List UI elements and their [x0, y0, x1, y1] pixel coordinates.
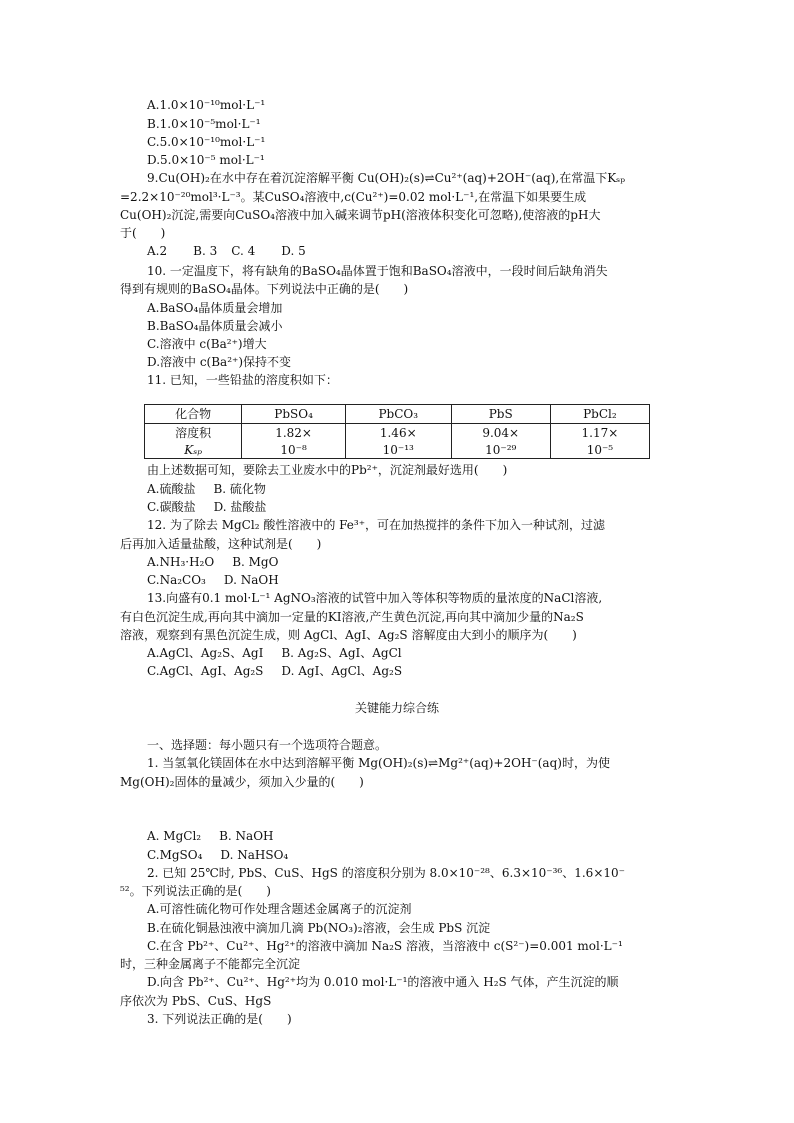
q13-option-b: B. Ag₂S、AgI、AgCl: [281, 646, 402, 660]
table-header-cell: PbCl₂: [550, 405, 649, 424]
table-header-cell: PbSO₄: [242, 405, 346, 424]
ksp-exponent-pbco3: 10⁻¹³: [345, 441, 451, 459]
q11-question: 由上述数据可知，要除去工业废水中的Pb²⁺，沉淀剂最好选用( ): [147, 463, 508, 477]
p1-option-c: C.MgSO₄: [147, 848, 203, 862]
q9-option-c: C. 4: [231, 244, 256, 258]
q12-option-b: B. MgO: [232, 555, 279, 569]
row-label-top: 溶度积: [145, 424, 242, 442]
ksp-mantissa-pbs: 9.04×: [451, 424, 550, 442]
ksp-exponent-pbso4: 10⁻⁸: [242, 441, 346, 459]
ksp-exponent-pbcl2: 10⁻⁵: [550, 441, 649, 459]
ksp-exponent-pbs: 10⁻²⁹: [451, 441, 550, 459]
p2-option-a: A.可溶性硫化物可作处理含题述金属离子的沉淀剂: [147, 902, 412, 916]
p1-stem-line-2: Mg(OH)₂固体的量减少，须加入少量的( ): [120, 775, 364, 789]
p2-option-c-line-1: C.在含 Pb²⁺、Cu²⁺、Hg²⁺的溶液中滴加 Na₂S 溶液，当溶液中 c(S²⁻)=0.001 mol·L⁻¹: [147, 939, 623, 953]
q12-options-row-2: [147, 572, 297, 588]
p2-stem-line-1: 2. 已知 25℃时, PbS、CuS、HgS 的溶度积分别为 8.0×10⁻²⁸、6.3×10⁻³⁶、1.6×10⁻: [147, 866, 625, 880]
q9-stem-line-3: Cu(OH)₂沉淀,需要向CuSO₄溶液中加入碱来调节pH(溶液体积变化可忽略),使溶液的pH大: [120, 208, 601, 222]
p1-option-a: A. MgCl₂: [147, 829, 202, 843]
p2-option-d-line-1: D.向含 Pb²⁺、Cu²⁺、Hg²⁺均为 0.010 mol·L⁻¹的溶液中通入 H₂S 气体，产生沉淀的顺: [147, 975, 619, 989]
q13-options-row-1: [147, 645, 420, 661]
q13-options-row-2: [147, 663, 420, 679]
q11-intro: 11. 已知，一些铅盐的溶度积如下：: [147, 373, 338, 387]
p2-option-b: B.在硫化铜悬浊液中滴加几滴 Pb(NO₃)₂溶液，会生成 PbS 沉淀: [147, 921, 491, 935]
q10-option-a: A.BaSO₄晶体质量会增加: [147, 301, 283, 315]
p2-option-c-line-2: 时，三种金属离子不能都完全沉淀: [120, 957, 301, 971]
table-header-cell: PbCO₃: [345, 405, 451, 424]
section-title: 关键能力综合练: [354, 701, 439, 715]
p1-options-row-1: [147, 828, 292, 844]
q12-options-row-1: [147, 554, 296, 570]
ksp-mantissa-pbco3: 1.46×: [345, 424, 451, 442]
q11-option-b: B. 硫化物: [213, 482, 266, 496]
q9-options: [147, 243, 324, 259]
table-row: [145, 424, 650, 442]
q13-stem-line-2: 有白色沉淀生成,再向其中滴加一定量的KI溶液,产生黄色沉淀,再向其中滴加少量的Na₂S: [120, 610, 584, 624]
q10-stem-line-1: 10. 一定温度下，将有缺角的BaSO₄晶体置于饱和BaSO₄溶液中，一段时间后缺角消失: [147, 264, 608, 278]
q8-option-d: D.5.0×10⁻⁵ mol·L⁻¹: [147, 153, 265, 167]
table-row: [145, 441, 650, 459]
q11-option-c: C.碳酸盐: [147, 500, 196, 514]
q12-stem-line-2: 后再加入适量盐酸，这种试剂是( ): [120, 537, 322, 551]
p1-options-row-2: [147, 847, 306, 863]
p1-stem-line-1: 1. 当氢氧化镁固体在水中达到溶解平衡 Mg(OH)₂(s)⇌Mg²⁺(aq)+2OH⁻(aq)时，为使: [147, 756, 610, 770]
p3-stem: 3. 下列说法正确的是( ): [147, 1012, 292, 1026]
q9-stem-line-1: 9.Cu(OH)₂在水中存在着沉淀溶解平衡 Cu(OH)₂(s)⇌Cu²⁺(aq)+2OH⁻(aq),在常温下Kₛₚ: [147, 171, 626, 185]
q13-option-a: A.AgCl、Ag₂S、AgI: [147, 646, 264, 660]
q11-option-a: A.硫酸盐: [147, 482, 196, 496]
q10-option-b: B.BaSO₄晶体质量会减小: [147, 319, 283, 333]
q11-option-d: D. 盐酸盐: [213, 500, 267, 514]
table-header-cell: 化合物: [145, 405, 242, 424]
table-header-row: [145, 405, 650, 424]
solubility-product-table: [144, 404, 650, 459]
p1-option-d: D. NaHSO₄: [220, 848, 289, 862]
q10-option-c: C.溶液中 c(Ba²⁺)增大: [147, 337, 267, 351]
q12-stem-line-1: 12. 为了除去 MgCl₂ 酸性溶液中的 Fe³⁺，可在加热搅拌的条件下加入一种试剂，过滤: [147, 518, 606, 532]
q13-stem-line-3: 溶液，观察到有黑色沉淀生成，则 AgCl、AgI、Ag₂S 溶解度由大到小的顺序为( ): [120, 628, 577, 642]
section-intro: 一、选择题：每小题只有一个选项符合题意。: [147, 738, 388, 752]
q9-stem-line-2: =2.2×10⁻²⁰mol³·L⁻³。某CuSO₄溶液中,c(Cu²⁺)=0.02 mol·L⁻¹,在常温下如果要生成: [120, 190, 587, 204]
q11-options-row-2: [147, 499, 284, 515]
q8-option-b: B.1.0×10⁻⁵mol·L⁻¹: [147, 117, 261, 131]
q10-option-d: D.溶液中 c(Ba²⁺)保持不变: [147, 355, 292, 369]
q9-option-d: D. 5: [281, 244, 306, 258]
ksp-mantissa-pbcl2: 1.17×: [550, 424, 649, 442]
q8-option-c: C.5.0×10⁻¹⁰mol·L⁻¹: [147, 135, 266, 149]
q11-options-row-1: [147, 481, 284, 497]
p2-option-d-line-2: 序依次为 PbS、CuS、HgS: [120, 994, 272, 1008]
q9-option-b: B. 3: [193, 244, 218, 258]
p2-stem-line-2: ⁵²。下列说法正确的是( ): [120, 884, 271, 898]
q12-option-a: A.NH₃·H₂O: [147, 555, 215, 569]
p1-option-b: B. NaOH: [219, 829, 274, 843]
row-label-bottom: Kₛₚ: [145, 441, 242, 459]
q10-stem-line-2: 得到有规则的BaSO₄晶体。下列说法中正确的是( ): [120, 282, 409, 296]
q13-stem-line-1: 13.向盛有0.1 mol·L⁻¹ AgNO₃溶液的试管中加入等体积等物质的量浓度的NaCl溶液,: [147, 591, 603, 605]
q13-option-d: D. AgI、AgCl、Ag₂S: [281, 664, 403, 678]
ksp-mantissa-pbso4: 1.82×: [242, 424, 346, 442]
q12-option-c: C.Na₂CO₃: [147, 573, 206, 587]
q8-option-a: A.1.0×10⁻¹⁰mol·L⁻¹: [147, 98, 266, 112]
q9-option-a: A.2: [147, 244, 168, 258]
q13-option-c: C.AgCl、AgI、Ag₂S: [147, 664, 264, 678]
table-header-cell: PbS: [451, 405, 550, 424]
q9-stem-line-4: 于( ): [120, 226, 166, 240]
q12-option-d: D. NaOH: [223, 573, 279, 587]
